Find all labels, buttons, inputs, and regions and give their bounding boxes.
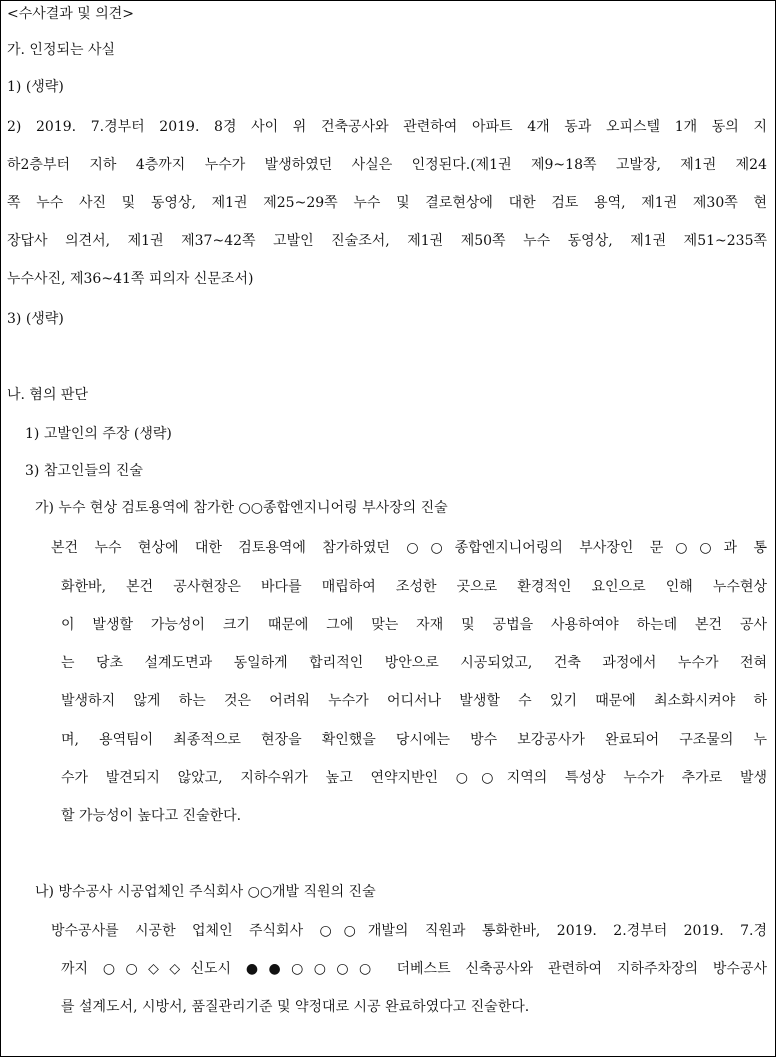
sub-ga-line: 수가 발견되지 않았고, 지하수위가 높고 연약지반인 ○○지역의 특성상 누수가 추가로 발생 bbox=[61, 770, 767, 786]
sub-ga-line: 할 가능성이 높다고 진술한다. bbox=[61, 808, 242, 824]
section-ga-item3: 3) (생략) bbox=[7, 311, 64, 327]
sub-ga-line: 며, 용역팀이 최종적으로 현장을 확인했을 당시에는 방수 보강공사가 완료되어 구조물의 누 bbox=[61, 732, 767, 748]
section-ga-item2-line: 장답사 의견서, 제1권 제37~42쪽 고발인 진술조서, 제1권 제50쪽 누수 동영상, 제1권 제51~235쪽 bbox=[7, 233, 767, 249]
section-na-title: 나. 혐의 판단 bbox=[7, 387, 88, 403]
sub-ga-line: 본건 누수 현상에 대한 검토용역에 참가하였던 ○○종합엔지니어링의 부사장인 문○○과 통 bbox=[51, 540, 767, 556]
section-ga-item2-line: 하2층부터 지하 4층까지 누수가 발생하였던 사실은 인정된다.(제1권 제9~18쪽 고발장, 제1권 제24 bbox=[7, 157, 767, 173]
section-ga-item2-line: 2) 2019. 7.경부터 2019. 8경 사이 위 건축공사와 관련하여 아파트 4개 동과 오피스텔 1개 동의 지 bbox=[7, 119, 767, 135]
sub-na-line: 까지 ○○◇◇신도시 ●●○○○○ 더베스트 신축공사와 관련하여 지하주차장의 방수공사 bbox=[61, 961, 767, 977]
section-ga-item1: 1) (생략) bbox=[7, 79, 64, 95]
section-ga-item2-line: 쪽 누수 사진 및 동영상, 제1권 제25~29쪽 누수 및 결로현상에 대한 검토 용역, 제1권 제30쪽 현 bbox=[7, 195, 767, 211]
sub-ga-title: 가) 누수 현상 검토용역에 참가한 ○○종합엔지니어링 부사장의 진술 bbox=[35, 500, 448, 516]
section-ga-item2-line: 누수사진, 제36~41쪽 피의자 신문조서) bbox=[7, 271, 254, 287]
sub-ga-line: 화한바, 본건 공사현장은 바다를 매립하여 조성한 곳으로 환경적인 요인으로 인해 누수현상 bbox=[61, 579, 767, 595]
sub-na-title: 나) 방수공사 시공업체인 주식회사 ○○개발 직원의 진술 bbox=[35, 884, 376, 900]
sub-na-line: 방수공사를 시공한 업체인 주식회사 ○○개발의 직원과 통화한바, 2019. 2.경부터 2019. 7.경 bbox=[51, 923, 767, 939]
section-na-item3: 3) 참고인들의 진술 bbox=[25, 463, 143, 479]
sub-ga-line: 이 발생할 가능성이 크기 때문에 그에 맞는 자재 및 공법을 사용하여야 하는데 본건 공사 bbox=[61, 617, 767, 633]
sub-ga-line: 는 당초 설계도면과 동일하게 합리적인 방안으로 시공되었고, 건축 과정에서 누수가 전혀 bbox=[61, 655, 767, 671]
section-na-item1: 1) 고발인의 주장 (생략) bbox=[25, 426, 172, 442]
document-heading: <수사결과 및 의견> bbox=[7, 6, 135, 22]
section-ga-title: 가. 인정되는 사실 bbox=[7, 42, 116, 58]
sub-ga-line: 발생하지 않게 하는 것은 어려워 누수가 어디서나 발생할 수 있기 때문에 최소화시켜야 하 bbox=[61, 693, 767, 709]
sub-na-line: 를 설계도서, 시방서, 품질관리기준 및 약정대로 시공 완료하였다고 진술한다. bbox=[61, 999, 530, 1015]
